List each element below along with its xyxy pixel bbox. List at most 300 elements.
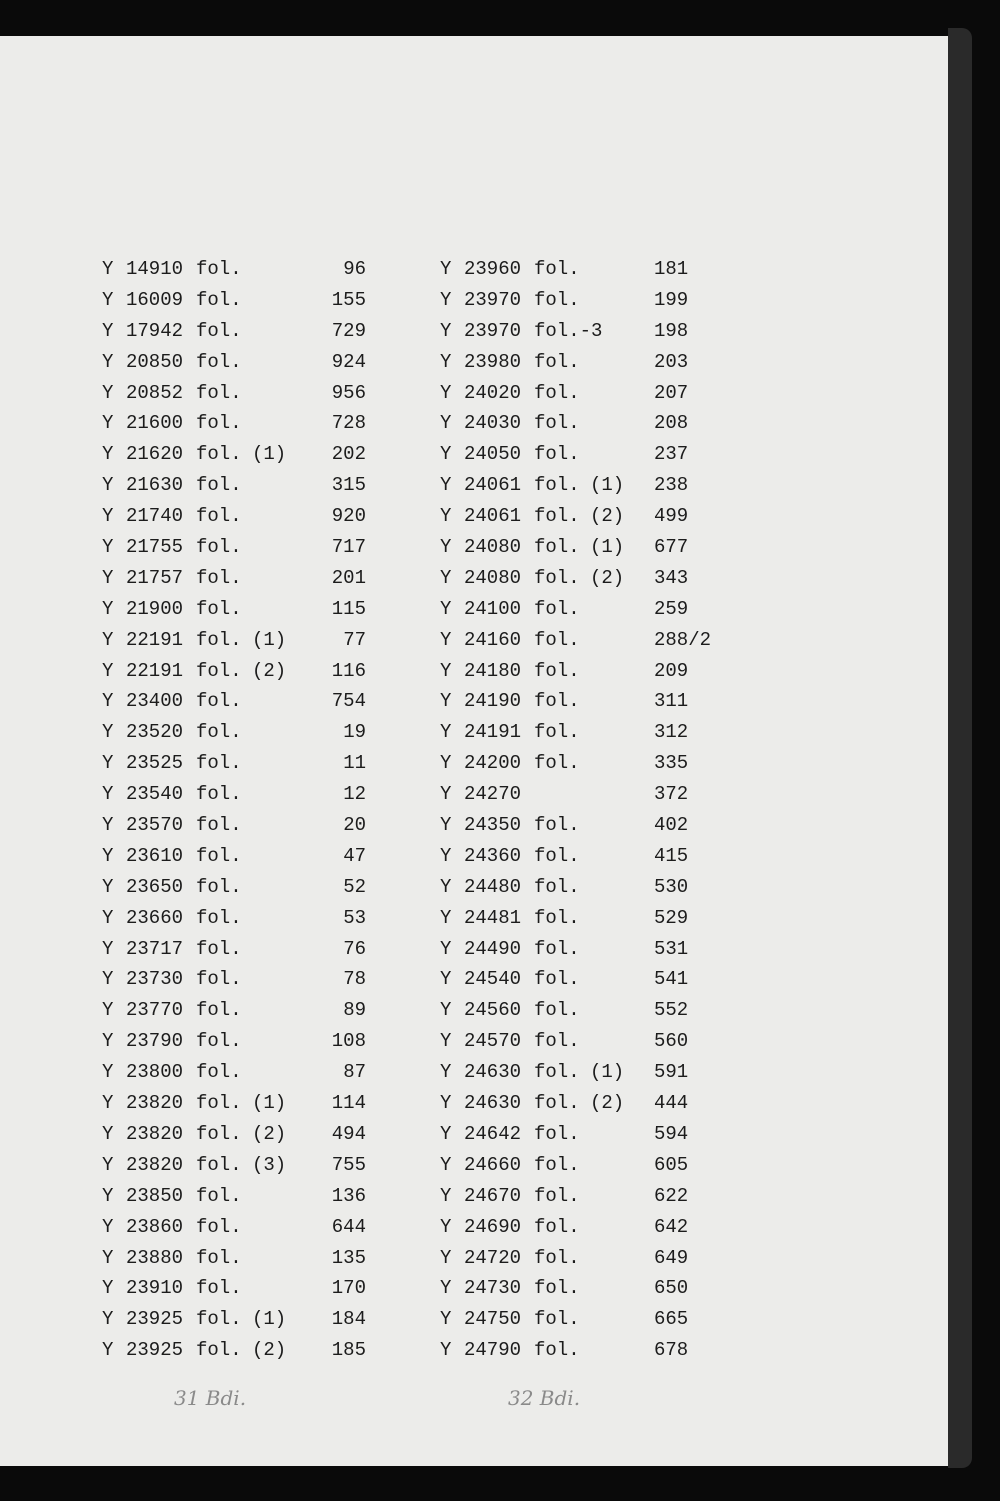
- format-label: fol.: [534, 1092, 580, 1115]
- shelfmark-prefix: Y: [440, 1153, 452, 1176]
- volume-label: (1): [252, 443, 287, 466]
- volume-label: (2): [590, 505, 625, 528]
- format-label: fol.: [196, 844, 242, 867]
- format-label: fol.: [196, 412, 242, 435]
- format-label: fol.: [534, 1215, 580, 1238]
- page-value: 649: [654, 1246, 689, 1269]
- format-label: fol.: [196, 474, 242, 497]
- page-value: 494: [331, 1122, 366, 1145]
- format-label: fol.: [534, 1122, 580, 1145]
- shelfmark-number: 21620: [126, 443, 184, 466]
- format-label: fol.: [534, 659, 580, 682]
- shelfmark-prefix: Y: [440, 319, 452, 342]
- shelfmark-number: 22191: [126, 628, 184, 651]
- format-label: fol.: [196, 1339, 242, 1362]
- format-label: fol.: [534, 690, 580, 713]
- shelfmark-number: 21757: [126, 566, 184, 589]
- format-label: fol.: [196, 566, 242, 589]
- shelfmark-prefix: Y: [102, 381, 114, 404]
- page-value: 108: [331, 1030, 366, 1053]
- volume-label: (1): [252, 1092, 287, 1115]
- shelfmark-prefix: Y: [440, 1030, 452, 1053]
- page-value: 238: [654, 474, 689, 497]
- format-label: fol.: [196, 319, 242, 342]
- volume-label: (2): [252, 1122, 287, 1145]
- shelfmark-number: 24100: [464, 597, 522, 620]
- volume-label: (1): [252, 628, 287, 651]
- shelfmark-number: 24730: [464, 1277, 522, 1300]
- page-value: 209: [654, 659, 689, 682]
- format-label: fol.: [196, 443, 242, 466]
- page-value: 12: [343, 783, 366, 806]
- page-value: 207: [654, 381, 689, 404]
- shelfmark-prefix: Y: [102, 659, 114, 682]
- page-value: 444: [654, 1092, 689, 1115]
- shelfmark-prefix: Y: [102, 412, 114, 435]
- format-label: fol.: [534, 505, 580, 528]
- shelfmark-number: 24630: [464, 1061, 522, 1084]
- shelfmark-prefix: Y: [102, 814, 114, 837]
- shelfmark-number: 24061: [464, 474, 522, 497]
- page-value: 717: [331, 536, 366, 559]
- page-value: 20: [343, 814, 366, 837]
- shelfmark-prefix: Y: [102, 1030, 114, 1053]
- volume-label: (1): [252, 1308, 287, 1331]
- volume-label: (1): [590, 1061, 625, 1084]
- shelfmark-number: 24670: [464, 1184, 522, 1207]
- format-label: fol.: [534, 875, 580, 898]
- format-label: fol.: [534, 1030, 580, 1053]
- shelfmark-number: 24360: [464, 844, 522, 867]
- shelfmark-number: 23960: [464, 258, 522, 280]
- shelfmark-number: 23400: [126, 690, 184, 713]
- shelfmark-number: 21755: [126, 536, 184, 559]
- shelfmark-number: 14910: [126, 258, 184, 280]
- format-label: fol.: [196, 690, 242, 713]
- format-label: fol.: [196, 258, 242, 280]
- format-label: fol.: [534, 1308, 580, 1331]
- shelfmark-number: 24200: [464, 752, 522, 775]
- shelfmark-prefix: Y: [102, 258, 114, 280]
- page-value: 135: [331, 1246, 366, 1269]
- page-value: 11: [343, 752, 366, 775]
- page-value: 530: [654, 875, 689, 898]
- format-label: fol.: [196, 597, 242, 620]
- shelfmark-prefix: Y: [440, 1215, 452, 1238]
- shelfmark-prefix: Y: [102, 1339, 114, 1362]
- page-value: 185: [331, 1339, 366, 1362]
- format-label: fol.: [534, 597, 580, 620]
- page-value: 203: [654, 350, 689, 373]
- format-label: fol.: [196, 628, 242, 651]
- page-value: 605: [654, 1153, 689, 1176]
- format-label: fol.: [534, 1061, 580, 1084]
- shelfmark-number: 16009: [126, 288, 184, 311]
- shelfmark-number: 17942: [126, 319, 184, 342]
- shelfmark-prefix: Y: [102, 690, 114, 713]
- shelfmark-number: 21600: [126, 412, 184, 435]
- format-label: fol.: [196, 1092, 242, 1115]
- page-value: 644: [331, 1215, 366, 1238]
- shelfmark-prefix: Y: [102, 1184, 114, 1207]
- page-value: 541: [654, 968, 689, 991]
- format-label: fol.: [196, 968, 242, 991]
- page-value: 754: [331, 690, 366, 713]
- page-value: 136: [331, 1184, 366, 1207]
- page-value: 77: [343, 628, 366, 651]
- shelfmark-prefix: Y: [440, 814, 452, 837]
- shelfmark-prefix: Y: [440, 474, 452, 497]
- page-value: 114: [331, 1092, 366, 1115]
- page-value: 89: [343, 999, 366, 1022]
- shelfmark-prefix: Y: [102, 443, 114, 466]
- shelfmark-prefix: Y: [440, 1184, 452, 1207]
- shelfmark-number: 24180: [464, 659, 522, 682]
- shelfmark-number: 24080: [464, 536, 522, 559]
- shelfmark-prefix: Y: [440, 1339, 452, 1362]
- page-value: 170: [331, 1277, 366, 1300]
- page-value: 47: [343, 844, 366, 867]
- shelfmark-prefix: Y: [102, 1277, 114, 1300]
- shelfmark-prefix: Y: [440, 1246, 452, 1269]
- shelfmark-number: 24750: [464, 1308, 522, 1331]
- shelfmark-number: 24560: [464, 999, 522, 1022]
- shelfmark-prefix: Y: [440, 937, 452, 960]
- shelfmark-prefix: Y: [440, 1308, 452, 1331]
- shelfmark-prefix: Y: [102, 875, 114, 898]
- shelfmark-prefix: Y: [102, 721, 114, 744]
- page-value: 335: [654, 752, 689, 775]
- shelfmark-number: 23925: [126, 1308, 184, 1331]
- page-value: 288/2: [654, 628, 712, 651]
- page-value: 531: [654, 937, 689, 960]
- shelfmark-prefix: Y: [102, 288, 114, 311]
- page-value: 650: [654, 1277, 689, 1300]
- shelfmark-prefix: Y: [102, 1246, 114, 1269]
- format-label: fol.: [534, 937, 580, 960]
- page-value: 202: [331, 443, 366, 466]
- shelfmark-number: 23980: [464, 350, 522, 373]
- format-label: fol.: [196, 875, 242, 898]
- format-label: fol.: [534, 814, 580, 837]
- shelfmark-prefix: Y: [102, 937, 114, 960]
- shelfmark-number: 24030: [464, 412, 522, 435]
- shelfmark-number: 24080: [464, 566, 522, 589]
- shelfmark-number: 23820: [126, 1122, 184, 1145]
- shelfmark-number: 23790: [126, 1030, 184, 1053]
- page-value: 155: [331, 288, 366, 311]
- left-volume-note: 31 Bdi.: [174, 1386, 247, 1410]
- shelfmark-prefix: Y: [440, 443, 452, 466]
- page-value: 198: [654, 319, 689, 342]
- format-label: fol.: [196, 1153, 242, 1176]
- page-value: 53: [343, 906, 366, 929]
- shelfmark-prefix: Y: [440, 1092, 452, 1115]
- shelfmark-prefix: Y: [440, 628, 452, 651]
- shelfmark-prefix: Y: [102, 566, 114, 589]
- format-label: fol.: [534, 1246, 580, 1269]
- page-value: 372: [654, 783, 689, 806]
- format-label: fol.: [196, 350, 242, 373]
- format-label: fol.: [196, 721, 242, 744]
- format-label: fol.: [534, 288, 580, 311]
- shelfmark-prefix: Y: [102, 906, 114, 929]
- shelfmark-number: 21630: [126, 474, 184, 497]
- shelfmark-number: 23850: [126, 1184, 184, 1207]
- shelfmark-prefix: Y: [440, 752, 452, 775]
- format-label: fol.: [534, 381, 580, 404]
- page-value: 594: [654, 1122, 689, 1145]
- shelfmark-prefix: Y: [102, 1092, 114, 1115]
- shelfmark-number: 24160: [464, 628, 522, 651]
- shelfmark-prefix: Y: [440, 1122, 452, 1145]
- format-label: fol.: [534, 906, 580, 929]
- shelfmark-number: 23717: [126, 937, 184, 960]
- format-label: fol.: [534, 412, 580, 435]
- shelfmark-prefix: Y: [102, 505, 114, 528]
- format-label: fol.: [534, 1153, 580, 1176]
- page-value: 52: [343, 875, 366, 898]
- shelfmark-number: 24630: [464, 1092, 522, 1115]
- format-label: fol.: [534, 536, 580, 559]
- page-value: 642: [654, 1215, 689, 1238]
- format-label: fol.: [534, 628, 580, 651]
- format-label: fol.: [196, 1122, 242, 1145]
- shelfmark-prefix: Y: [102, 752, 114, 775]
- format-label: fol.: [196, 999, 242, 1022]
- page-value: 208: [654, 412, 689, 435]
- format-label: fol.: [196, 1277, 242, 1300]
- format-label: fol.: [534, 752, 580, 775]
- shelfmark-prefix: Y: [440, 1061, 452, 1084]
- shelfmark-prefix: Y: [102, 628, 114, 651]
- page-value: 199: [654, 288, 689, 311]
- shelfmark-prefix: Y: [102, 350, 114, 373]
- shelfmark-number: 24270: [464, 783, 522, 806]
- page-value: 76: [343, 937, 366, 960]
- format-label: fol.: [534, 1184, 580, 1207]
- volume-label: (3): [252, 1153, 287, 1176]
- shelfmark-prefix: Y: [102, 536, 114, 559]
- shelfmark-prefix: Y: [440, 505, 452, 528]
- volume-label: (2): [590, 566, 625, 589]
- shelfmark-prefix: Y: [440, 659, 452, 682]
- shelfmark-prefix: Y: [440, 381, 452, 404]
- right-volume-note: 32 Bdi.: [508, 1386, 581, 1410]
- shelfmark-prefix: Y: [102, 1122, 114, 1145]
- shelfmark-prefix: Y: [102, 597, 114, 620]
- page-value: 529: [654, 906, 689, 929]
- format-label: fol.: [196, 1061, 242, 1084]
- page-value: 677: [654, 536, 689, 559]
- page-value: 402: [654, 814, 689, 837]
- volume-label: (2): [590, 1092, 625, 1115]
- format-label: fol.: [534, 474, 580, 497]
- shelfmark-number: 23880: [126, 1246, 184, 1269]
- shelfmark-number: 20852: [126, 381, 184, 404]
- format-label: fol.: [196, 505, 242, 528]
- shelfmark-prefix: Y: [102, 1153, 114, 1176]
- format-label: fol.: [534, 566, 580, 589]
- shelfmark-number: 24540: [464, 968, 522, 991]
- shelfmark-prefix: Y: [102, 1061, 114, 1084]
- shelfmark-number: 23525: [126, 752, 184, 775]
- shelfmark-prefix: Y: [102, 999, 114, 1022]
- format-label: fol.: [534, 443, 580, 466]
- shelfmark-number: 23610: [126, 844, 184, 867]
- page-value: 924: [331, 350, 366, 373]
- page-value: 956: [331, 381, 366, 404]
- shelfmark-number: 23520: [126, 721, 184, 744]
- shelfmark-number: 22191: [126, 659, 184, 682]
- format-label: fol.: [196, 783, 242, 806]
- shelfmark-number: 23570: [126, 814, 184, 837]
- page-value: 87: [343, 1061, 366, 1084]
- format-label: fol.: [196, 381, 242, 404]
- volume-label: (1): [590, 536, 625, 559]
- page-value: 312: [654, 721, 689, 744]
- page-value: 343: [654, 566, 689, 589]
- shelfmark-prefix: Y: [102, 968, 114, 991]
- shelfmark-number: 24790: [464, 1339, 522, 1362]
- format-label: fol.: [196, 752, 242, 775]
- page-value: 78: [343, 968, 366, 991]
- shelfmark-number: 23660: [126, 906, 184, 929]
- shelfmark-number: 24190: [464, 690, 522, 713]
- page-value: 116: [331, 659, 366, 682]
- page-value: 560: [654, 1030, 689, 1053]
- format-label: fol.: [534, 844, 580, 867]
- shelfmark-number: 24490: [464, 937, 522, 960]
- shelfmark-number: 24350: [464, 814, 522, 837]
- page-value: 259: [654, 597, 689, 620]
- shelfmark-prefix: Y: [440, 875, 452, 898]
- shelfmark-prefix: Y: [440, 783, 452, 806]
- document-page: [0, 36, 948, 1466]
- shelfmark-number: 24050: [464, 443, 522, 466]
- format-label: fol.: [534, 350, 580, 373]
- page-value: 311: [654, 690, 689, 713]
- shelfmark-number: 23650: [126, 875, 184, 898]
- volume-label: (1): [590, 474, 625, 497]
- page-value: 920: [331, 505, 366, 528]
- page-value: 181: [654, 258, 689, 280]
- page-value: 315: [331, 474, 366, 497]
- shelfmark-prefix: Y: [102, 1215, 114, 1238]
- format-label: fol.: [196, 1308, 242, 1331]
- format-label: fol.: [196, 937, 242, 960]
- shelfmark-prefix: Y: [102, 319, 114, 342]
- page-value: 19: [343, 721, 366, 744]
- page-value: 96: [343, 258, 366, 280]
- page-value: 184: [331, 1308, 366, 1331]
- shelfmark-prefix: Y: [440, 597, 452, 620]
- format-label: fol.: [196, 814, 242, 837]
- shelfmark-number: 20850: [126, 350, 184, 373]
- page-value: 678: [654, 1339, 689, 1362]
- format-label: fol.: [196, 906, 242, 929]
- shelfmark-prefix: Y: [102, 1308, 114, 1331]
- shelfmark-number: 24690: [464, 1215, 522, 1238]
- shelfmark-number: 23820: [126, 1153, 184, 1176]
- shelfmark-number: 24642: [464, 1122, 522, 1145]
- page-value: 115: [331, 597, 366, 620]
- format-label: fol.: [196, 1030, 242, 1053]
- shelfmark-prefix: Y: [440, 350, 452, 373]
- shelfmark-prefix: Y: [102, 474, 114, 497]
- format-label: fol.: [534, 968, 580, 991]
- shelfmark-number: 23970: [464, 319, 522, 342]
- shelfmark-number: 23770: [126, 999, 184, 1022]
- shelfmark-number: 23800: [126, 1061, 184, 1084]
- format-label: fol.: [196, 1215, 242, 1238]
- shelfmark-prefix: Y: [440, 999, 452, 1022]
- format-label: fol.: [196, 536, 242, 559]
- page-value: 591: [654, 1061, 689, 1084]
- shelfmark-prefix: Y: [440, 968, 452, 991]
- shelfmark-number: 24660: [464, 1153, 522, 1176]
- shelfmark-prefix: Y: [440, 258, 452, 280]
- shelfmark-number: 23910: [126, 1277, 184, 1300]
- shelfmark-number: 23540: [126, 783, 184, 806]
- shelfmark-prefix: Y: [440, 844, 452, 867]
- volume-label: (2): [252, 1339, 287, 1362]
- shelfmark-number: 23730: [126, 968, 184, 991]
- shelfmark-number: 24480: [464, 875, 522, 898]
- page-value: 665: [654, 1308, 689, 1331]
- format-label: fol.: [534, 258, 580, 280]
- shelfmark-prefix: Y: [102, 783, 114, 806]
- shelfmark-number: 24570: [464, 1030, 522, 1053]
- format-label: fol.: [534, 1277, 580, 1300]
- shelfmark-prefix: Y: [102, 844, 114, 867]
- format-label: fol.: [534, 999, 580, 1022]
- shelfmark-prefix: Y: [440, 536, 452, 559]
- page-value: 201: [331, 566, 366, 589]
- shelfmark-prefix: Y: [440, 1277, 452, 1300]
- page-value: 237: [654, 443, 689, 466]
- format-label: fol.: [196, 1246, 242, 1269]
- shelfmark-number: 23820: [126, 1092, 184, 1115]
- shelfmark-number: 24191: [464, 721, 522, 744]
- page-edge: [948, 28, 972, 1468]
- shelfmark-prefix: Y: [440, 690, 452, 713]
- shelfmark-prefix: Y: [440, 412, 452, 435]
- shelfmark-number: 21740: [126, 505, 184, 528]
- shelfmark-prefix: Y: [440, 566, 452, 589]
- format-label: fol.: [196, 288, 242, 311]
- shelfmark-prefix: Y: [440, 288, 452, 311]
- format-label: fol.: [534, 1339, 580, 1362]
- page-value: 755: [331, 1153, 366, 1176]
- shelfmark-number: 24481: [464, 906, 522, 929]
- page-value: 729: [331, 319, 366, 342]
- shelfmark-number: 24020: [464, 381, 522, 404]
- format-label: fol.: [534, 721, 580, 744]
- page-value: 499: [654, 505, 689, 528]
- page-value: 622: [654, 1184, 689, 1207]
- shelfmark-number: 23925: [126, 1339, 184, 1362]
- shelfmark-number: 23860: [126, 1215, 184, 1238]
- volume-label: (2): [252, 659, 287, 682]
- shelfmark-number: 23970: [464, 288, 522, 311]
- shelfmark-number: 21900: [126, 597, 184, 620]
- format-label: fol.: [196, 659, 242, 682]
- shelfmark-prefix: Y: [440, 906, 452, 929]
- shelfmark-number: 24061: [464, 505, 522, 528]
- page-value: 552: [654, 999, 689, 1022]
- page-value: 415: [654, 844, 689, 867]
